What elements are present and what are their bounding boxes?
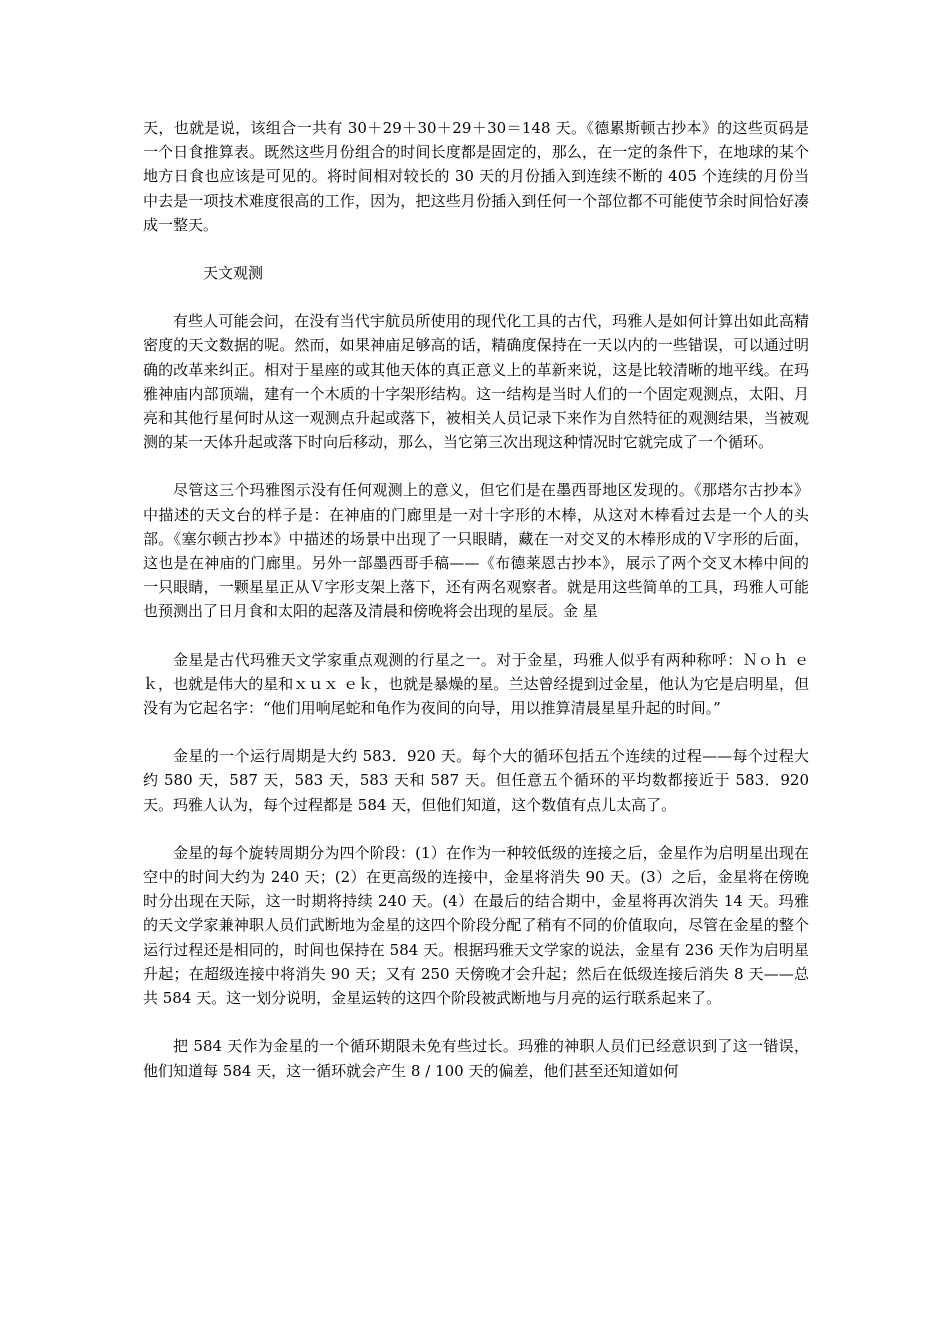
- paragraph-venus-phases: 金星的每个旋转周期分为四个阶段：(1）在作为一种较低级的连接之后，金星作为启明星出现在空中的时间大约为 240 天；(2）在更高级的连接中，金星将消失 90 天。(3）之后，金星将在傍晚时分出现在天际，这一时期将持续 240 天。(4）在最后的结合期中，金星将再次消失 14 天。玛雅的天文学家兼神职人员们武断地为金星的这四个阶段分配了稍有不同的价值取向，尽管在金星的整个运行过程还是相同的，时间也保持在 584 天。根据玛雅天文学家的说法，金星有 236 天作为启明星升起；在超级连接中将消失 90 天；又有 250 天傍晚才会升起；然后在低级连接后消失 8 天——总共 584 天。这一划分说明，金星运转的这四个阶段被武断地与月亮的运行联系起来了。: [143, 843, 809, 1008]
- paragraph-mexican-codices: 尽管这三个玛雅图示没有任何观测上的意义，但它们是在墨西哥地区发现的。《那塔尔古抄本》中描述的天文台的样子是：在神庙的门廊里是一对十字形的木棒，从这对木棒看过去是一个人的头部。《塞尔顿古抄本》中描述的场景中出现了一只眼睛，藏在一对交叉的木棒形成的Ｖ字形的后面，这也是在神庙的门廊里。另外一部墨西哥手稿——《布德莱恩古抄本》，展示了两个交叉木棒中间的一只眼睛，一颗星星正从Ｖ字形支架上落下，还有两名观察者。就是用这些简单的工具，玛雅人可能也预测出了日月食和太阳的起落及清晨和傍晚将会出现的星辰。金 星: [143, 481, 809, 621]
- paragraph-venus-period: 金星的一个运行周期是大约 583．920 天。每个大的循环包括五个连续的过程——每个过程大约 580 天，587 天，583 天，583 天和 587 天。但任意五个循环的平均数都接近于 583．920 天。玛雅人认为，每个过程都是 584 天，但他们知道，这个数值有点儿太高了。: [143, 747, 809, 814]
- paragraph-venus-names: 金星是古代玛雅天文学家重点观测的行星之一。对于金星，玛雅人似乎有两种称呼：Ｎｏｈ ｅｋ，也就是伟大的星和ｘｕｘ ｅｋ，也就是暴燥的星。兰达曾经提到过金星，他认为它是启明星，但没有为它起名字：“他们用响尾蛇和龟作为夜间的向导，用以推算清晨星星升起的时间。”: [143, 650, 809, 718]
- paragraph-venus-error: 把 584 天作为金星的一个循环期限未免有些过长。玛雅的神职人员们已经意识到了这一错误，他们知道每 584 天，这一循环就会产生 8 / 100 天的偏差，他们甚至还知道如何: [143, 1037, 809, 1080]
- paragraph-observation-methods: 有些人可能会问，在没有当代宇航员所使用的现代化工具的古代，玛雅人是如何计算出如此高精密度的天文数据的呢。然而，如果神庙足够高的话，精确度保持在一天以内的一些错误，可以通过明确的改革来纠正。相对于星座的或其他天体的真正意义上的革新来说，这是比较清晰的地平线。在玛雅神庙内部顶端，建有一个木质的十字架形结构。这一结构是当时人们的一个固定观测点，太阳、月亮和其他行星何时从这一观测点升起或落下，被相关人员记录下来作为自然特征的观测结果，当被观测的某一天体升起或落下时向后移动，那么，当它第三次出现这种情况时它就完成了一个循环。: [143, 312, 809, 452]
- document-page: [143, 116, 809, 1107]
- section-heading-astronomy: 天文观测: [203, 264, 264, 283]
- paragraph-continued: 天，也就是说，该组合一共有 30＋29＋30＋29＋30＝148 天。《德累斯顿古抄本》的这些页码是一个日食推算表。既然这些月份组合的时间长度都是固定的，那么，在一定的条件下，在地球的某个地方日食也应该是可见的。将时间相对较长的 30 天的月份插入到连续不断的 405 个连续的月份当中去是一项技术难度很高的工作，因为，把这些月份插入到任何一个部位都不可能使节余时间恰好凑成一整天。: [143, 119, 809, 234]
